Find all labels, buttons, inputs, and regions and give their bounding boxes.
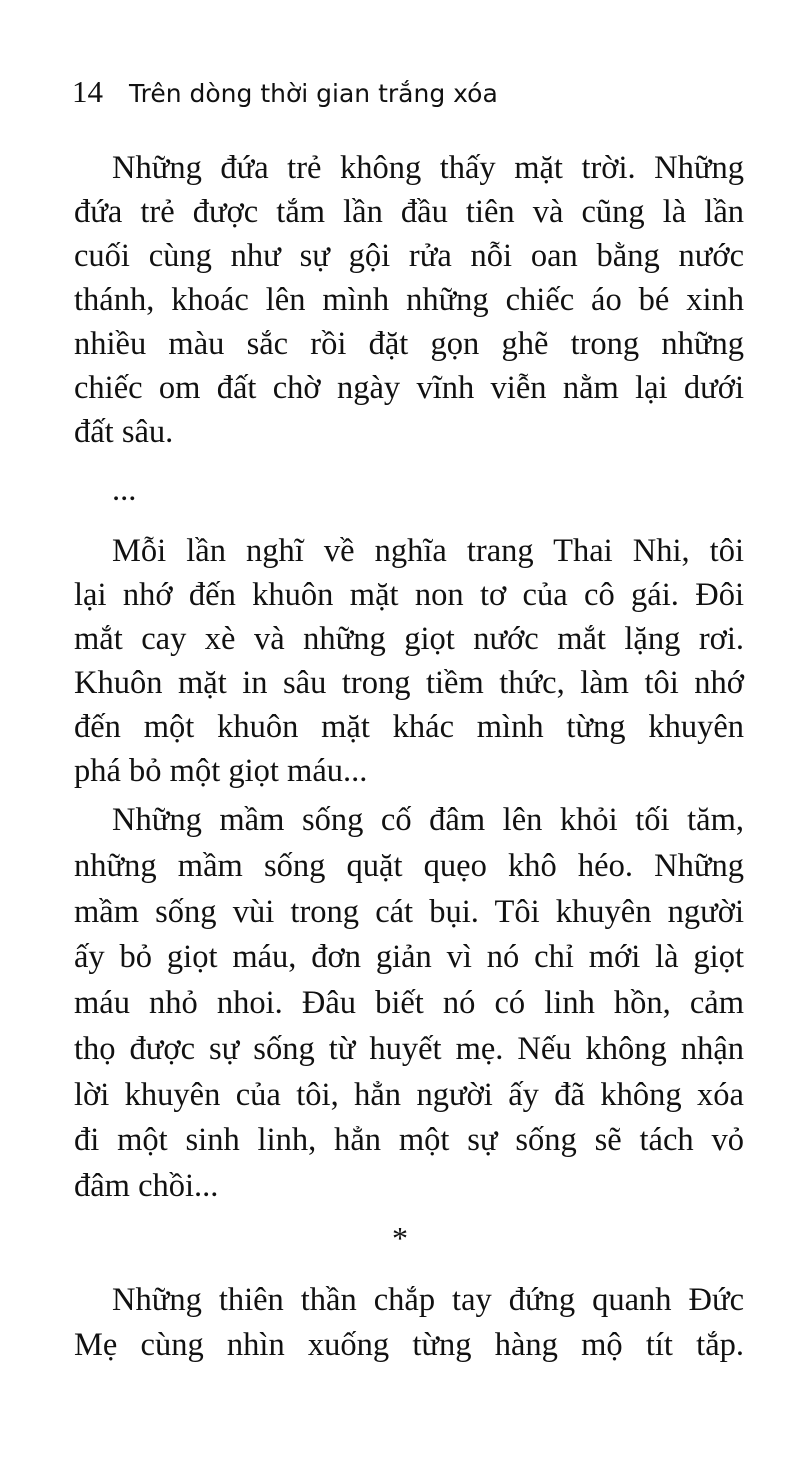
running-title: Trên dòng thời gian trắng xóa [129,79,498,108]
paragraph-1-line: chiếc om đất chờ ngày vĩnh viễn nằm lại dưới [74,370,744,406]
paragraph-2-line: lại nhớ đến khuôn mặt non tơ của cô gái. Đôi [74,577,744,613]
paragraph-1-line: thánh, khoác lên mình những chiếc áo bé xinh [74,282,744,318]
paragraph-3-line: những mầm sống quặt quẹo khô héo. Những [74,847,744,884]
page-number: 14 [72,74,103,109]
paragraph-1-line: nhiều màu sắc rồi đặt gọn ghẽ trong những [74,326,744,362]
paragraph-2-line: đến một khuôn mặt khác mình từng khuyên [74,709,744,745]
paragraph-3-line: lời khuyên của tôi, hẳn người ấy đã không xóa [74,1076,744,1113]
paragraph-2-line: phá bỏ một giọt máu... [74,753,368,789]
running-header [72,72,498,114]
paragraph-1-line: Những đứa trẻ không thấy mặt trời. Những [112,150,744,186]
paragraph-1-line: đất sâu. [74,414,174,450]
paragraph-2-line: Khuôn mặt in sâu trong tiềm thức, làm tôi nhớ [74,665,744,701]
paragraph-1-line: cuối cùng như sự gội rửa nỗi oan bằng nước [74,238,744,274]
paragraph-3-line: đi một sinh linh, hẳn một sự sống sẽ tách vỏ [74,1122,744,1159]
paragraph-3-line: thọ được sự sống từ huyết mẹ. Nếu không nhận [74,1030,744,1067]
paragraph-4-line: Những thiên thần chắp tay đứng quanh Đức [112,1282,744,1318]
paragraph-1-line: đứa trẻ được tắm lần đầu tiên và cũng là lần [74,194,744,230]
paragraph-3-line: máu nhỏ nhoi. Đâu biết nó có linh hồn, cảm [74,985,744,1021]
paragraph-3-line: Những mầm sống cố đâm lên khỏi tối tăm, [112,802,744,838]
paragraph-3-line: ấy bỏ giọt máu, đơn giản vì nó chỉ mới là giọt [74,939,744,976]
section-break-asterisk: * [392,1220,408,1256]
ellipsis-separator: ... [112,472,137,508]
paragraph-2-line: mắt cay xè và những giọt nước mắt lặng rơi. [74,621,744,657]
paragraph-3-line: mầm sống vùi trong cát bụi. Tôi khuyên người [74,893,744,930]
paragraph-4-line: Mẹ cùng nhìn xuống từng hàng mộ tít tắp. [74,1327,744,1363]
paragraph-3-line: đâm chồi... [74,1168,219,1204]
paragraph-2-line: Mỗi lần nghĩ về nghĩa trang Thai Nhi, tôi [112,533,744,569]
